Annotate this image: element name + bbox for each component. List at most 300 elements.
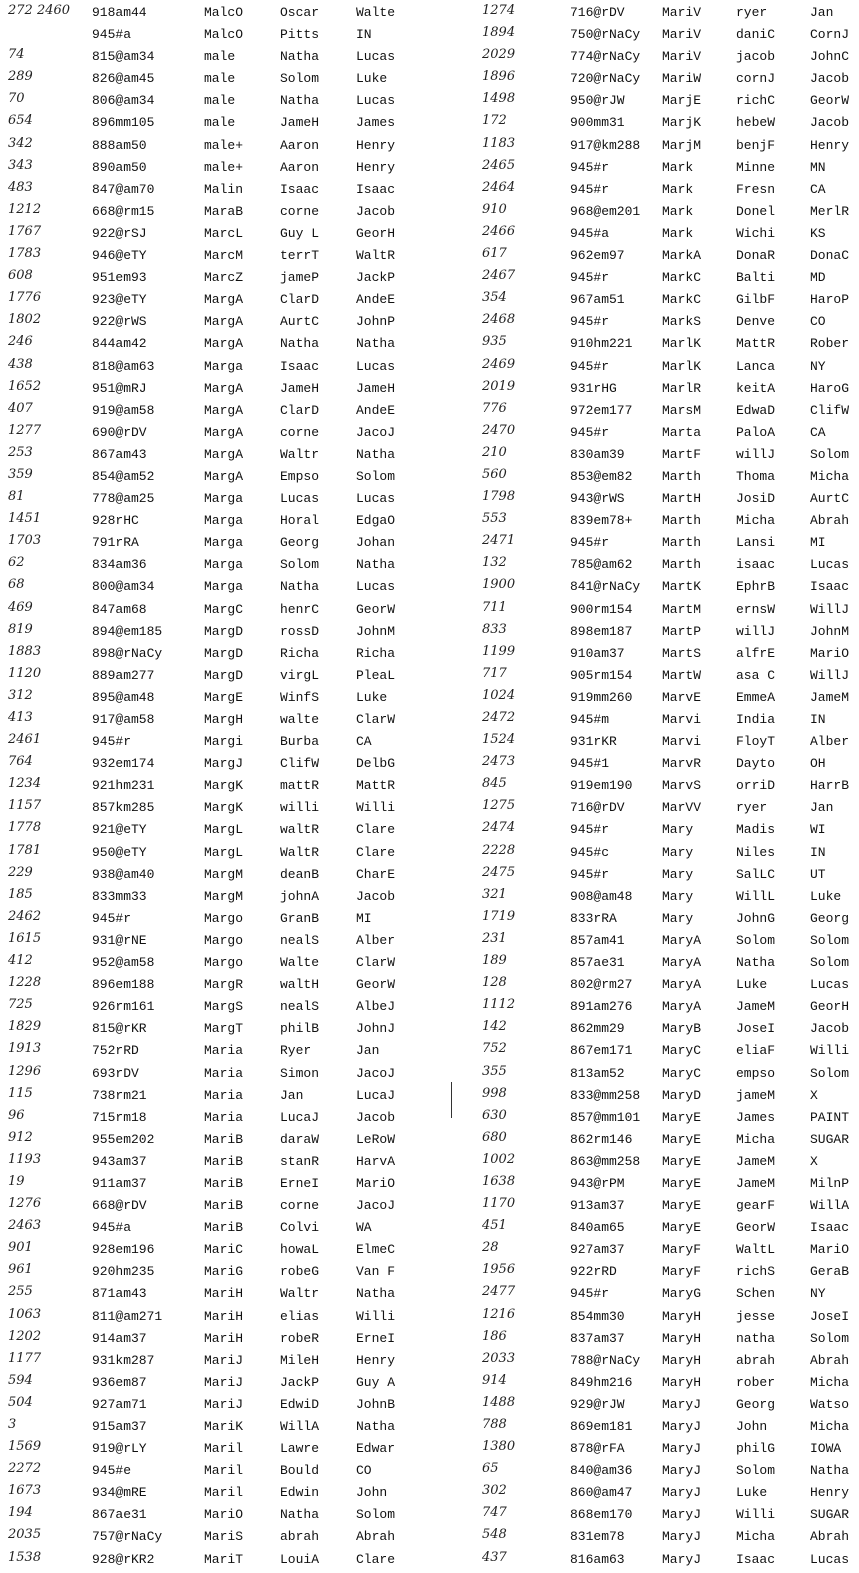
list-item xyxy=(444,1263,859,1285)
record-code: 800@am34 xyxy=(92,579,155,595)
list-item xyxy=(444,358,859,380)
given-name: Lucas xyxy=(280,491,320,507)
record-code: 928em196 xyxy=(92,1242,155,1258)
record-code: 833mm33 xyxy=(92,888,147,904)
handwritten-number: 1276 xyxy=(8,1196,42,1212)
given-name: daraW xyxy=(280,1131,320,1147)
given-name: JameM xyxy=(736,1153,776,1169)
record-code: 816am63 xyxy=(570,1551,625,1567)
handwritten-number: 19 xyxy=(8,1173,25,1189)
surname-prefix: Maria xyxy=(204,1087,244,1103)
surname-prefix: MaryJ xyxy=(662,1396,702,1412)
record-code: 778@am25 xyxy=(92,491,155,507)
given-name: Natha xyxy=(280,579,320,595)
given-name: Georg xyxy=(736,1396,776,1412)
record-code: 867em171 xyxy=(570,1043,633,1059)
given-name: WaltR xyxy=(280,844,320,860)
given-name: MattR xyxy=(736,336,776,352)
related-name: IN xyxy=(356,27,372,43)
handwritten-number: 833 xyxy=(482,621,507,637)
list-item xyxy=(444,1374,859,1396)
given-name: Waltr xyxy=(280,446,320,462)
related-name: Watso xyxy=(810,1396,850,1412)
related-name: Rober xyxy=(810,336,850,352)
surname-prefix: MaryE xyxy=(662,1131,702,1147)
given-name: Bould xyxy=(280,1463,320,1479)
handwritten-number: 1798 xyxy=(482,489,516,505)
given-name: philB xyxy=(280,1021,320,1037)
handwritten-number: 630 xyxy=(482,1107,507,1123)
given-name: Colvi xyxy=(280,1220,320,1236)
surname-prefix: MaryE xyxy=(662,1198,702,1214)
related-name: GeorH xyxy=(356,225,396,241)
list-item xyxy=(444,203,859,225)
handwritten-number: 2035 xyxy=(8,1527,42,1543)
handwritten-number: 2477 xyxy=(482,1284,516,1300)
given-name: richS xyxy=(736,1264,776,1280)
given-name: MileH xyxy=(280,1352,320,1368)
record-code: 757@rNaCy xyxy=(92,1529,163,1545)
record-code: 911am37 xyxy=(92,1175,147,1191)
handwritten-number: 1193 xyxy=(8,1151,42,1167)
list-item xyxy=(444,269,859,291)
handwritten-number: 96 xyxy=(8,1107,25,1123)
related-name: Van F xyxy=(356,1264,396,1280)
surname-prefix: MariK xyxy=(204,1419,244,1434)
record-code: 967am51 xyxy=(570,292,625,308)
handwritten-number: 451 xyxy=(482,1218,507,1234)
related-name: Henry xyxy=(810,137,850,153)
given-name: Solom xyxy=(280,71,320,87)
handwritten-number: 1274 xyxy=(482,3,516,18)
surname-prefix: MaryC xyxy=(662,1043,702,1059)
given-name: Wichi xyxy=(736,225,776,241)
related-name: WillA xyxy=(810,1198,850,1214)
related-name: Johan xyxy=(356,535,396,551)
record-code: 928rHC xyxy=(92,513,139,529)
handwritten-number: 1275 xyxy=(482,798,516,814)
record-code: 867am43 xyxy=(92,446,147,462)
surname-prefix: MaryE xyxy=(662,1153,702,1169)
record-code: 849hm216 xyxy=(570,1374,633,1390)
record-code: 868em170 xyxy=(570,1507,633,1523)
list-item xyxy=(0,1042,430,1064)
list-item xyxy=(444,1506,859,1528)
record-code: 932em174 xyxy=(92,756,155,772)
related-name: ClifW xyxy=(810,402,850,418)
handwritten-number: 28 xyxy=(482,1240,499,1256)
list-item xyxy=(0,976,430,998)
list-item xyxy=(444,910,859,932)
record-code: 847@am70 xyxy=(92,181,155,197)
given-name: Jan xyxy=(280,1087,304,1103)
pen-mark xyxy=(451,1082,452,1118)
list-item xyxy=(0,578,430,600)
handwritten-number: 1451 xyxy=(8,511,42,527)
record-code: 950@eTY xyxy=(92,844,147,860)
handwritten-number: 289 xyxy=(8,69,33,85)
record-code: 752rRD xyxy=(92,1043,139,1059)
related-name: JohnM xyxy=(356,623,396,639)
related-name: Guy A xyxy=(356,1374,396,1390)
list-item xyxy=(444,1020,859,1042)
list-item xyxy=(444,998,859,1020)
given-name: Empso xyxy=(280,468,320,484)
list-item xyxy=(0,1418,430,1440)
handwritten-number: 355 xyxy=(482,1063,507,1079)
handwritten-number: 2469 xyxy=(482,356,516,372)
given-name: benjF xyxy=(736,137,776,153)
list-item xyxy=(444,1219,859,1241)
surname-prefix: MaryD xyxy=(662,1087,702,1103)
given-name: Lanca xyxy=(736,358,776,374)
related-name: Micha xyxy=(810,1374,850,1390)
list-item xyxy=(444,1285,859,1307)
handwritten-number: 1776 xyxy=(8,290,42,306)
related-name: DelbG xyxy=(356,756,396,772)
handwritten-number: 961 xyxy=(8,1262,33,1278)
record-code: 878@rFA xyxy=(570,1441,625,1457)
record-code: 853@em82 xyxy=(570,468,633,484)
record-code: 945#r xyxy=(570,1286,610,1302)
given-name: henrC xyxy=(280,601,320,617)
handwritten-number: 1569 xyxy=(8,1439,42,1455)
handwritten-number: 2470 xyxy=(482,422,516,438)
record-code: 921hm231 xyxy=(92,778,155,794)
record-code: 927am37 xyxy=(570,1242,625,1258)
right-column-list xyxy=(444,4,859,1573)
handwritten-number: 788 xyxy=(482,1417,507,1432)
surname-prefix: MargH xyxy=(204,712,244,727)
list-item xyxy=(0,954,430,976)
related-name: WillJ xyxy=(810,601,850,617)
list-item xyxy=(0,821,430,843)
surname-prefix: MargL xyxy=(204,822,244,838)
handwritten-number: 935 xyxy=(482,334,507,350)
record-code: 895@am48 xyxy=(92,689,155,705)
handwritten-number: 998 xyxy=(482,1085,507,1101)
handwritten-number: 1228 xyxy=(8,975,42,991)
list-item xyxy=(0,1528,430,1550)
related-name: MerlR xyxy=(810,203,850,219)
handwritten-number: 437 xyxy=(482,1549,507,1565)
related-name: CA xyxy=(810,424,826,440)
record-code: 945#r xyxy=(92,734,132,750)
related-name: Henry xyxy=(810,1485,850,1501)
list-item xyxy=(444,313,859,335)
related-name: NY xyxy=(810,358,826,374)
given-name: JackP xyxy=(280,1374,320,1390)
related-name: Henry xyxy=(356,1352,396,1368)
given-name: Lansi xyxy=(736,535,776,551)
list-item xyxy=(444,888,859,910)
surname-prefix: MaryC xyxy=(662,1065,702,1081)
given-name: Denve xyxy=(736,314,776,330)
handwritten-number: 2464 xyxy=(482,179,516,195)
surname-prefix: male xyxy=(204,115,236,131)
surname-prefix: MaryA xyxy=(662,977,702,993)
surname-prefix: MartK xyxy=(662,579,702,595)
list-item xyxy=(444,711,859,733)
handwritten-number: 680 xyxy=(482,1129,507,1145)
record-code: 945#r xyxy=(570,159,610,175)
list-item xyxy=(0,446,430,468)
surname-prefix: MargC xyxy=(204,601,244,617)
handwritten-number: 1157 xyxy=(8,798,42,814)
record-code: 945#r xyxy=(570,270,610,286)
record-code: 923@eTY xyxy=(92,292,147,308)
given-name: nealS xyxy=(280,999,320,1015)
given-name: jameM xyxy=(736,1087,776,1103)
handwritten-number: 1703 xyxy=(8,533,42,549)
handwritten-number: 65 xyxy=(482,1461,499,1477)
record-code: 896em188 xyxy=(92,977,155,993)
surname-prefix: MargT xyxy=(204,1021,244,1037)
given-name: Balti xyxy=(736,270,776,286)
handwritten-number: 1896 xyxy=(482,69,516,85)
record-code: 839em78+ xyxy=(570,513,633,529)
record-code: 690@rDV xyxy=(92,424,147,440)
related-name: IN xyxy=(810,844,826,860)
surname-prefix: MarlR xyxy=(662,380,702,396)
record-code: 945#r xyxy=(92,910,132,926)
handwritten-number: 2019 xyxy=(482,378,516,394)
handwritten-number: 548 xyxy=(482,1527,507,1543)
record-code: 910am37 xyxy=(570,645,625,661)
surname-prefix: MariB xyxy=(204,1131,244,1147)
list-item xyxy=(0,932,430,954)
related-name: PAINT xyxy=(810,1109,850,1125)
surname-prefix: Mark xyxy=(662,225,694,241)
surname-prefix: Maril xyxy=(204,1441,244,1457)
list-item xyxy=(444,733,859,755)
handwritten-number: 407 xyxy=(8,400,33,416)
record-code: 918am44 xyxy=(92,5,147,20)
given-name: Micha xyxy=(736,1131,776,1147)
list-item xyxy=(444,1241,859,1263)
handwritten-number: 1063 xyxy=(8,1306,42,1322)
record-code: 693rDV xyxy=(92,1065,139,1081)
list-item xyxy=(0,247,430,269)
given-name: AurtC xyxy=(280,314,320,330)
handwritten-number: 194 xyxy=(8,1505,33,1521)
surname-prefix: MartH xyxy=(662,491,702,507)
related-name: Lucas xyxy=(356,93,396,109)
related-name: WI xyxy=(810,822,826,838)
related-name: Solom xyxy=(810,932,850,948)
related-name: KS xyxy=(810,225,826,241)
record-code: 857km285 xyxy=(92,800,155,816)
related-name: Natha xyxy=(356,557,396,573)
related-name: MariO xyxy=(810,645,850,661)
related-name: Henry xyxy=(356,137,396,153)
list-item xyxy=(444,335,859,357)
surname-prefix: MargK xyxy=(204,778,244,794)
surname-prefix: Marth xyxy=(662,468,702,484)
record-code: 802@rm27 xyxy=(570,977,633,993)
list-item xyxy=(444,48,859,70)
handwritten-number: 302 xyxy=(482,1483,507,1499)
surname-prefix: MarkS xyxy=(662,314,702,330)
surname-prefix: MargA xyxy=(204,424,244,440)
related-name: AurtC xyxy=(810,491,850,507)
related-name: HaroP xyxy=(810,292,850,308)
related-name: WaltR xyxy=(356,248,396,264)
given-name: robeR xyxy=(280,1330,320,1346)
list-item xyxy=(444,402,859,424)
related-name: SUGAR xyxy=(810,1131,850,1147)
surname-prefix: MalcO xyxy=(204,27,244,43)
list-item xyxy=(444,799,859,821)
list-item xyxy=(0,1308,430,1330)
list-item xyxy=(444,114,859,136)
surname-prefix: MargR xyxy=(204,977,244,993)
record-code: 862mm29 xyxy=(570,1021,625,1037)
given-name: JameM xyxy=(736,999,776,1015)
given-name: alfrE xyxy=(736,645,776,661)
record-code: 945#r xyxy=(570,424,610,440)
surname-prefix: MarcM xyxy=(204,248,244,264)
related-name: Abrah xyxy=(356,1529,396,1545)
given-name: Isaac xyxy=(280,181,320,197)
record-code: 785@am62 xyxy=(570,557,633,573)
list-item xyxy=(0,556,430,578)
related-name: AndeE xyxy=(356,402,396,418)
record-code: 945#a xyxy=(92,27,132,43)
surname-prefix: MarvE xyxy=(662,689,702,705)
given-name: hebeW xyxy=(736,115,776,131)
list-item xyxy=(0,468,430,490)
surname-prefix: MarvR xyxy=(662,756,702,772)
handwritten-number: 1829 xyxy=(8,1019,42,1035)
handwritten-number: 2463 xyxy=(8,1218,42,1234)
related-name: PleaL xyxy=(356,667,396,683)
record-code: 889am277 xyxy=(92,667,155,683)
given-name: waltR xyxy=(280,822,320,838)
related-name: CharE xyxy=(356,866,396,882)
surname-prefix: MargD xyxy=(204,645,244,661)
list-item xyxy=(0,490,430,512)
handwritten-number: 2228 xyxy=(482,842,516,858)
given-name: ErneI xyxy=(280,1175,320,1191)
given-name: robeG xyxy=(280,1264,320,1280)
record-code: 716@rDV xyxy=(570,800,625,816)
record-code: 917@km288 xyxy=(570,137,641,153)
given-name: Waltr xyxy=(280,1286,320,1302)
surname-prefix: MargK xyxy=(204,800,244,816)
surname-prefix: MargA xyxy=(204,468,244,484)
surname-prefix: MaryJ xyxy=(662,1463,702,1479)
related-name: Solom xyxy=(810,1065,850,1081)
given-name: rossD xyxy=(280,623,320,639)
list-item xyxy=(444,1197,859,1219)
surname-prefix: Maril xyxy=(204,1463,244,1479)
record-code: 938@am40 xyxy=(92,866,155,882)
record-code: 945#1 xyxy=(570,756,610,772)
handwritten-number: 654 xyxy=(8,113,33,129)
given-name: PaloA xyxy=(736,424,776,440)
surname-prefix: Maria xyxy=(204,1043,244,1059)
given-name: richC xyxy=(736,93,776,109)
surname-prefix: Mark xyxy=(662,203,694,219)
surname-prefix: MaryE xyxy=(662,1175,702,1191)
handwritten-number: 1216 xyxy=(482,1306,516,1322)
record-code: 833rRA xyxy=(570,910,617,926)
given-name: ClifW xyxy=(280,756,320,772)
given-name: empso xyxy=(736,1065,776,1081)
related-name: Isaac xyxy=(356,181,396,197)
related-name: SUGAR xyxy=(810,1507,850,1523)
record-code: 920hm235 xyxy=(92,1264,155,1280)
list-item xyxy=(444,1153,859,1175)
list-item xyxy=(0,755,430,777)
list-item xyxy=(444,159,859,181)
handwritten-number: 1638 xyxy=(482,1173,516,1189)
given-name: JameH xyxy=(280,115,320,131)
related-name: James xyxy=(356,115,396,131)
given-name: LucaJ xyxy=(280,1109,320,1125)
list-item xyxy=(444,1109,859,1131)
handwritten-number: 1778 xyxy=(8,820,42,836)
record-code: 815@rKR xyxy=(92,1021,147,1037)
handwritten-number: 1202 xyxy=(8,1328,42,1344)
related-name: Walte xyxy=(356,5,396,20)
handwritten-number: 1380 xyxy=(482,1439,516,1455)
handwritten-number: 413 xyxy=(8,710,33,725)
surname-prefix: MariV xyxy=(662,5,702,20)
surname-prefix: MariB xyxy=(204,1175,244,1191)
related-name: LucaJ xyxy=(356,1087,396,1103)
surname-prefix: MariJ xyxy=(204,1396,244,1412)
handwritten-number: 68 xyxy=(8,577,25,593)
related-name: JoseI xyxy=(810,1308,850,1324)
surname-prefix: MarjE xyxy=(662,93,702,109)
surname-prefix: MaryF xyxy=(662,1242,702,1258)
handwritten-number: 2272 xyxy=(8,1461,42,1477)
record-code: 890am50 xyxy=(92,159,147,175)
related-name: Solom xyxy=(356,468,396,484)
related-name: Clare xyxy=(356,1551,396,1567)
given-name: Natha xyxy=(280,49,320,65)
record-code: 945#r xyxy=(570,358,610,374)
list-item xyxy=(444,92,859,114)
list-item xyxy=(444,1352,859,1374)
record-code: 811@am271 xyxy=(92,1308,163,1324)
record-code: 914am37 xyxy=(92,1330,147,1346)
given-name: willJ xyxy=(736,446,776,462)
surname-prefix: MarjK xyxy=(662,115,702,131)
handwritten-number: 246 xyxy=(8,334,33,350)
related-name: CA xyxy=(810,181,826,197)
record-code: 840@am36 xyxy=(570,1463,633,1479)
related-name: HarrB xyxy=(810,778,850,794)
list-item xyxy=(0,225,430,247)
surname-prefix: MaryA xyxy=(662,999,702,1015)
handwritten-number: 185 xyxy=(8,886,33,902)
record-code: 898em187 xyxy=(570,623,633,639)
record-code: 841@rNaCy xyxy=(570,579,641,595)
handwritten-number: 2474 xyxy=(482,820,516,836)
handwritten-number: 2473 xyxy=(482,754,516,770)
record-code: 830am39 xyxy=(570,446,625,462)
related-name: Solom xyxy=(810,446,850,462)
handwritten-number: 2461 xyxy=(8,732,42,748)
surname-prefix: Marga xyxy=(204,579,244,595)
handwritten-number: 1112 xyxy=(482,997,516,1013)
list-item xyxy=(0,1440,430,1462)
handwritten-number: 553 xyxy=(482,511,507,527)
list-item xyxy=(444,601,859,623)
